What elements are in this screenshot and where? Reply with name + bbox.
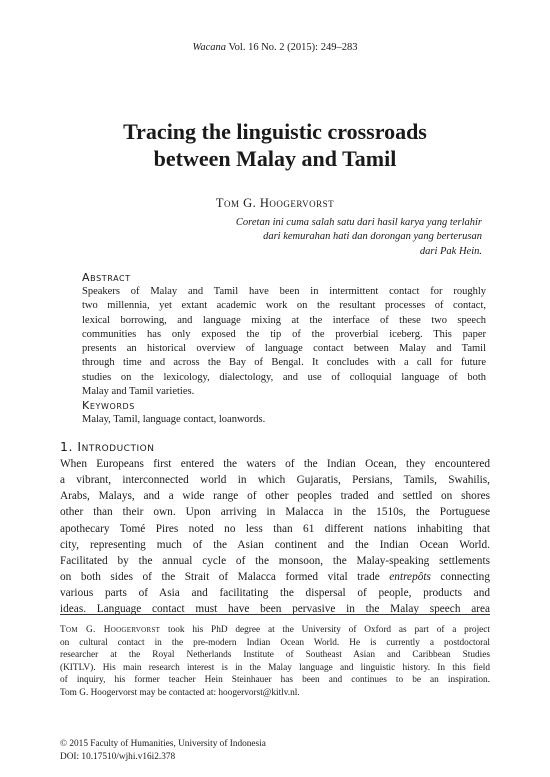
footnote-line-text: took his PhD degree at the University of Oxford as part of a project [168, 625, 490, 635]
italic-term: entrepôts [389, 571, 431, 584]
abstract-block [82, 271, 486, 428]
section-heading-introduction: 1. Introduction [60, 439, 155, 454]
footnote-author-name: Tom G. Hoogervorst [60, 625, 161, 635]
introduction-body [60, 456, 490, 618]
epigraph-line: dari kemurahan hati dan dorongan yang berterusan [263, 231, 482, 243]
author-name: Tom G. Hoogervorst [215, 196, 335, 210]
body-line: apothecary Tomé Pires noted no less than 61 different nations inhabiting that [60, 522, 490, 535]
body-line: When Europeans first entered the waters of the Indian Ocean, they encountered [60, 458, 490, 470]
footnote-line: researcher at the Royal Netherlands Institute of Southeast Asian and Caribbean Studies [60, 650, 490, 661]
footnote-line: Tom G. Hoogervorst may be contacted at: hoogervorst@kitlv.nl. [60, 687, 300, 698]
title-line-1: Tracing the linguistic crossroads [123, 119, 427, 144]
abstract-line: two millennia, yet extant academic work on the resultant processes of contact, [82, 300, 486, 312]
abstract-heading: Abstract [82, 271, 131, 284]
abstract-line: through time and across the Bay of Bengal. It concludes with a call for future [82, 357, 486, 369]
body-line-with-term [60, 569, 490, 585]
doi: DOI: 10.17510/wjhi.v16i2.378 [60, 752, 176, 762]
footnote-line: of inquiry, his former teacher Hein Steinhauer has been and continues to be an inspiration. [60, 675, 490, 686]
keywords-text: Malay, Tamil, language contact, loanwords. [82, 414, 266, 426]
copyright-block [60, 738, 266, 764]
keywords-heading: Keywords [82, 399, 135, 413]
author-footnote [60, 624, 490, 700]
body-line: Arabs, Malays, and a wide range of other peoples traded and settled on shores [60, 490, 490, 503]
body-line: other than their own. Upon arriving in Malacca in the 1510s, the Portuguese [60, 506, 490, 519]
abstract-line: Malay and Tamil varieties. [82, 386, 195, 398]
footnote-line: on cultural contact in the pre-modern Indian Ocean World. He is currently a postdoctoral [60, 637, 490, 648]
journal-name: Wacana [192, 42, 226, 53]
abstract-line: studies on the lexicology, dialectology, and use of colloquial language of both [82, 371, 486, 383]
body-line: city, representing much of the Asian continent and the Indian Ocean World. [60, 538, 490, 551]
body-line: various parts of Asia and facilitating the dispersal of people, products and [60, 587, 490, 600]
epigraph [162, 216, 482, 259]
abstract-line: lexical borrowing, and language mixing at the interface of these two speech [82, 314, 486, 326]
copyright-notice: © 2015 Faculty of Humanities, University of Indonesia [60, 739, 266, 749]
epigraph-line: Coretan ini cuma salah satu dari hasil karya yang terlahir [235, 217, 482, 228]
abstract-line: Speakers of Malay and Tamil have been in intermittent contact for roughly [82, 286, 486, 297]
abstract-line: presents an historical overview of language contact between Malay and Tamil [82, 343, 486, 355]
running-head [0, 42, 550, 53]
footnote-line [60, 624, 490, 637]
journal-issue: Vol. 16 No. 2 (2015): 249–283 [228, 42, 358, 53]
title-line-2: between Malay and Tamil [153, 146, 397, 171]
abstract-line: communities has only exposed the tip of the proverbial iceberg. This paper [82, 328, 486, 340]
epigraph-line: dari Pak Hein. [419, 245, 482, 257]
footnote-line: (KITLV). His main research interest is in the Malay language and linguistic history. In this field [60, 662, 490, 673]
footnote-divider [60, 614, 490, 615]
abstract-text [82, 285, 486, 399]
paper-title [60, 118, 490, 172]
body-line-text: on both sides of the Strait of Malacca formed vital trade [60, 571, 380, 584]
body-line: ideas. Language contact must have been pervasive in the Malay speech area [60, 603, 490, 616]
body-line: a vibrant, interconnected world in which Gujaratis, Persians, Tamils, Swahilis, [60, 474, 490, 487]
body-line-tail: connecting [440, 571, 490, 584]
body-line: Facilitated by the annual cycle of the monsoon, the Malay-speaking settlements [60, 554, 490, 567]
